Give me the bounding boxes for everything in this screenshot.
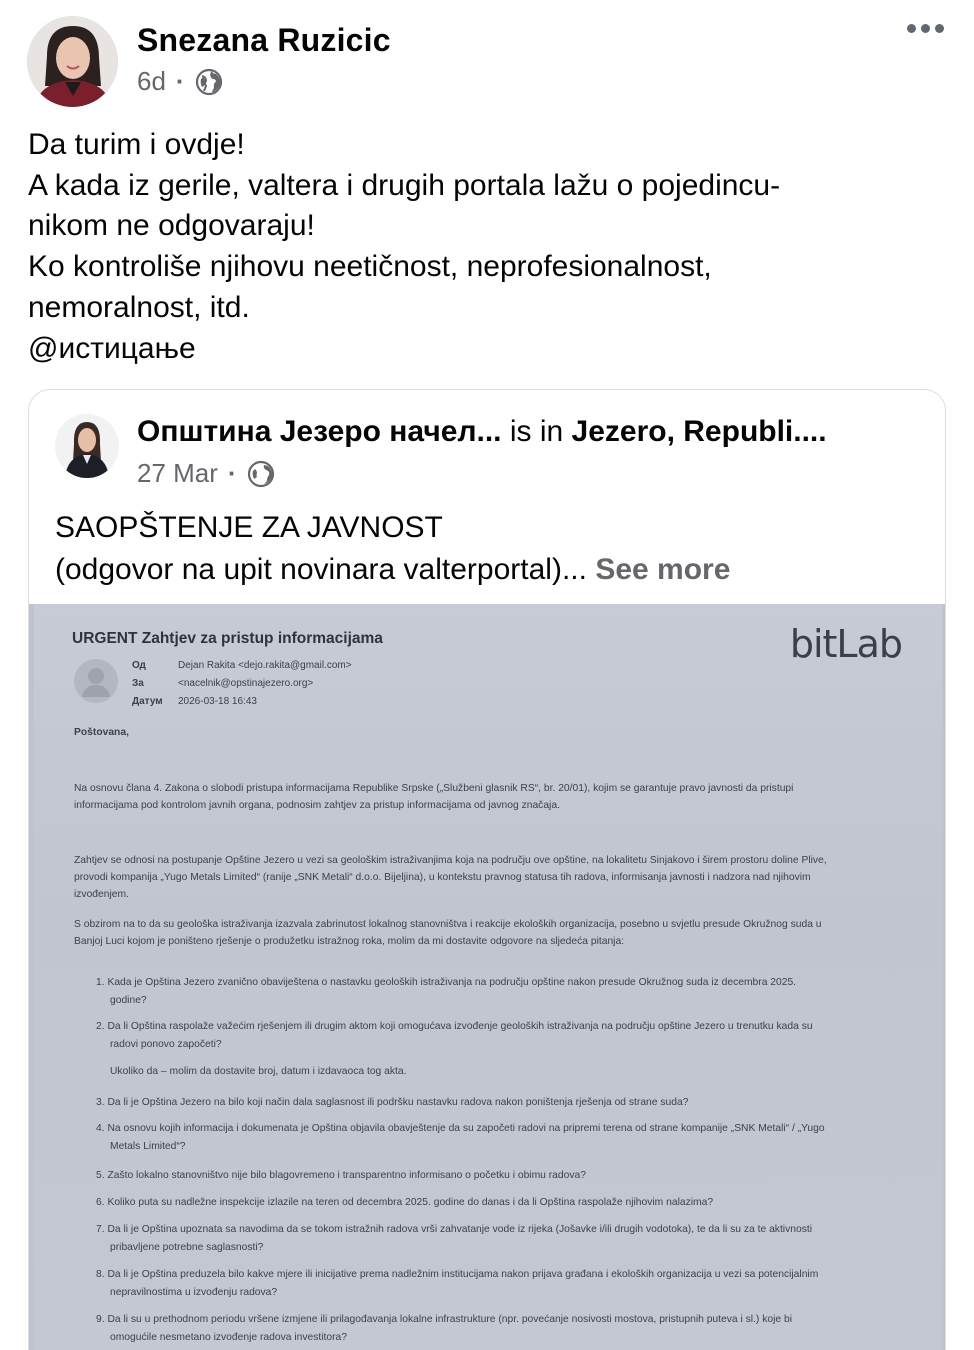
list-item: 6. Koliko puta su nadležne inspekcije izlazile na teren od decembra 2025. godine do danas i da li Opština raspolaže njihovim nalazima? (96, 1197, 714, 1208)
document-field-to: За <nacelnik@opstinajezero.org> (132, 678, 314, 689)
document-greeting: Poštovana, (74, 727, 129, 738)
post-text-line: A kada iz gerile, valtera i drugih portala lažu o pojedincu- (28, 168, 781, 202)
shared-post-meta (137, 458, 275, 489)
shared-page-avatar[interactable] (55, 414, 119, 478)
list-item: 7. Da li je Opština upoznata sa navodima da se tokom istražnih radova vrši zahvatanje vode iz rijeka (Jošavke i/ili drugih vodotoka), te da li su za te aktivnosti pribavljene potrebne saglasnosti? (96, 1224, 812, 1253)
post-meta (137, 66, 223, 97)
author-name[interactable]: Snezana Ruzicic (137, 22, 391, 58)
shared-location[interactable]: Jezero, Republi.... (571, 415, 827, 448)
shared-text-line: (odgovor na upit novinara valterportal)... (55, 553, 587, 586)
post-text-line: Da turim i ovdje! (28, 128, 245, 161)
document-photo[interactable] (29, 604, 946, 1350)
list-item: 9. Da li su u prethodnom periodu vršene izmjene ili prilagođavanja lokalne infrastrukture (npr. povećanje nosivosti mostova, pristupnih puteva i sl.) koje bi omogućile nesmetano izvođenje radova investitora? (96, 1314, 792, 1343)
post-text-line: nemoralnost, itd. (28, 290, 250, 324)
more-options-icon (907, 24, 916, 33)
document-title: URGENT Zahtjev za pristup informacijama (72, 630, 383, 647)
document-field-date: Датум 2026-03-18 16:43 (132, 696, 257, 707)
list-item: 2. Da li Opština raspolaže važećim rješenjem ili drugim aktom koji omogućava izvođenje geoloških istraživanja na području opštine Jezero u trenutku kada su radovi ponovo započeti? Ukoliko da – molim da dostavite broj, datum i izdavaoca tog akta. (96, 1021, 813, 1077)
post-text-line: nikom ne odgovaraju! (28, 209, 315, 243)
bitlab-logo: bitLab (789, 622, 902, 666)
see-more-link[interactable]: See more (595, 553, 731, 586)
post-time[interactable]: 6d (137, 66, 166, 96)
shared-post-header (137, 415, 827, 449)
post-hashtag[interactable]: @истицање (28, 331, 196, 365)
author-avatar[interactable] (27, 16, 118, 107)
shared-post-time[interactable]: 27 Mar (137, 458, 218, 488)
post-header (0, 0, 974, 115)
document-paper (34, 604, 942, 1350)
list-item: 8. Da li je Opština preduzela bilo kakve mjere ili inicijative prema nadležnim institucijama nakon prijava građana i ekoloških organizacija u vezi sa potencijalnim nepravilnostima u izvođenju radova? (96, 1269, 819, 1298)
profile-photo (27, 16, 118, 107)
post-text-line: Ko kontroliše njihovu neetičnost, neprofesionalnost, (28, 250, 712, 284)
post-text (28, 125, 938, 369)
more-options-button[interactable] (907, 24, 944, 33)
profile-photo (55, 414, 119, 478)
meta-separator: · (175, 66, 185, 96)
globe-icon (247, 460, 275, 488)
shared-post-card[interactable] (28, 389, 946, 1350)
list-item: 3. Da li je Opština Jezero na bilo koji način dala saglasnost ili podršku nastavku radova nakon poništenja rješenja od strane suda? (96, 1097, 689, 1108)
list-item: 1. Kada je Opština Jezero zvanično obaviještena o nastavku geoloških istraživanja na području opštine nakon presude Okružnog suda iz decembra 2025. godine? (96, 977, 797, 1006)
meta-separator: · (227, 458, 237, 488)
shared-post-text (55, 507, 730, 591)
list-item: 5. Zašto lokalno stanovništvo nije bilo blagovremeno i transparentno informisano o početku i obimu radova? (96, 1170, 586, 1181)
document-paragraph-2: Zahtjev se odnosi na postupanje Opštine Jezero u vezi sa geološkim istraživanjima koja na području ove opštine, na lokalitetu Sinjakovo i širem prostoru doline Plive, provodi kompanija „Yugo Metals Limited“ (ranije „SNK Metali“ d.o.o. Bijeljina), u kontekstu pravnog statusa tih radova, informisanja javnosti i nadzora nad njihovim izvođenjem. (74, 855, 827, 900)
sender-avatar-icon (74, 659, 118, 703)
document-field-from: Од Dejan Rakita <dejo.rakita@gmail.com> (132, 660, 352, 671)
globe-icon (195, 68, 223, 96)
list-item: 4. Na osnovu kojih informacija i dokumenata je Opština objavila obavještenje da su započeti radovi na pripremi terena od strane kompanije „SNK Metali“ / „Yugo Metals Limited“? (96, 1123, 825, 1152)
shared-page-name[interactable]: Општина Језеро начел... (137, 415, 502, 448)
shared-is-in: is in (501, 415, 572, 448)
shared-text-line: SAOPŠTENJE ZA JAVNOST (55, 511, 443, 544)
document-paragraph-1: Na osnovu člana 4. Zakona o slobodi pristupa informacijama Republike Srpske („Službeni glasnik RS“, br. 20/01), kojim se garantuje pravo javnosti da pristupi informacijama pod kontrolom javnih organa, podnosim zahtjev za pristup informacijama od javnog značaja. (74, 783, 794, 811)
document-paragraph-3: S obzirom na to da su geološka istraživanja izazvala zabrinutost lokalnog stanovništva i reakcije ekoloških organizacija, posebno u svjetlu presude Okružnog suda u Banjoj Luci kojom je poništeno rješenje o produžetku istražnog roka, molim da mi dostavite odgovore na sljedeća pitanja: (74, 919, 822, 947)
